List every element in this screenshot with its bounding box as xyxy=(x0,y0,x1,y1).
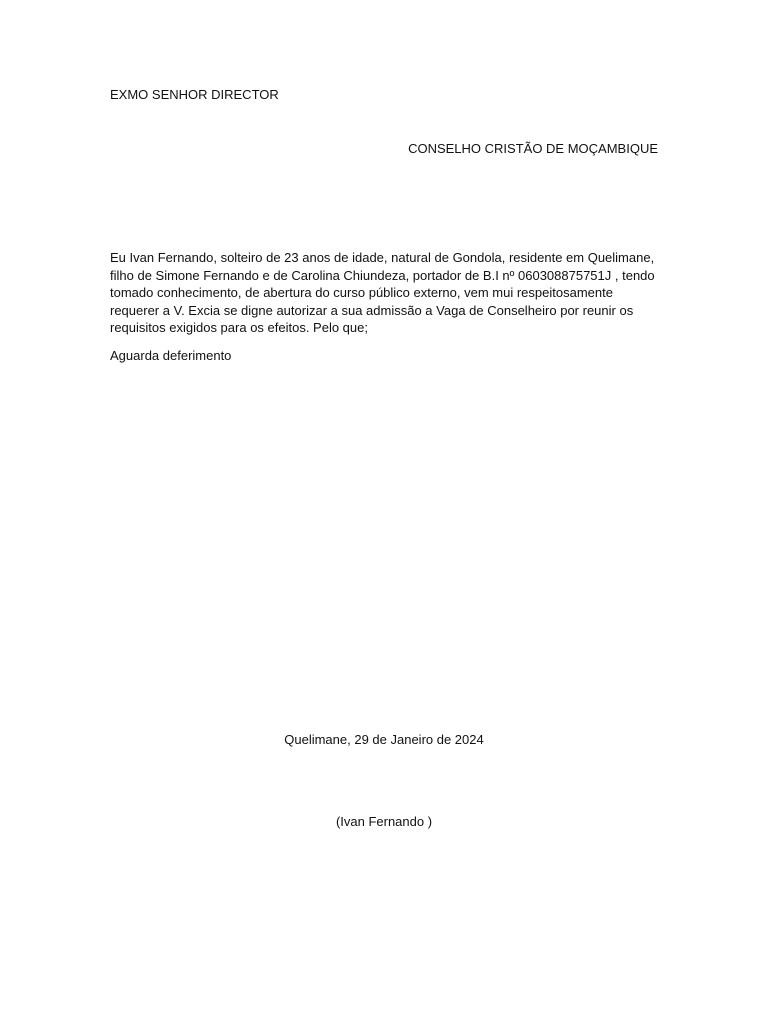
signature-line: (Ivan Fernando ) xyxy=(335,814,433,829)
letter-body-paragraph xyxy=(110,249,658,337)
body-line: requerer a V. Excia se digne autorizar a sua admissão a Vaga de Conselheiro por reunir os xyxy=(110,302,634,318)
body-line: requisitos exigidos para os efeitos. Pelo que; xyxy=(110,320,368,336)
body-line: tomado conhecimento, de abertura do curso público externo, vem mui respeitosamente xyxy=(110,285,613,301)
body-line: Eu Ivan Fernando, solteiro de 23 anos de idade, natural de Gondola, residente em Quelimane, xyxy=(110,250,655,265)
place-date-line: Quelimane, 29 de Janeiro de 2024 xyxy=(284,732,484,747)
closing-line: Aguarda deferimento xyxy=(110,348,232,363)
addressee-line: EXMO SENHOR DIRECTOR xyxy=(110,87,279,102)
body-line: filho de Simone Fernando e de Carolina Chiundeza, portador de B.I nº 060308875751J , tendo xyxy=(110,267,655,283)
institution-line: CONSELHO CRISTÃO DE MOÇAMBIQUE xyxy=(408,141,658,156)
